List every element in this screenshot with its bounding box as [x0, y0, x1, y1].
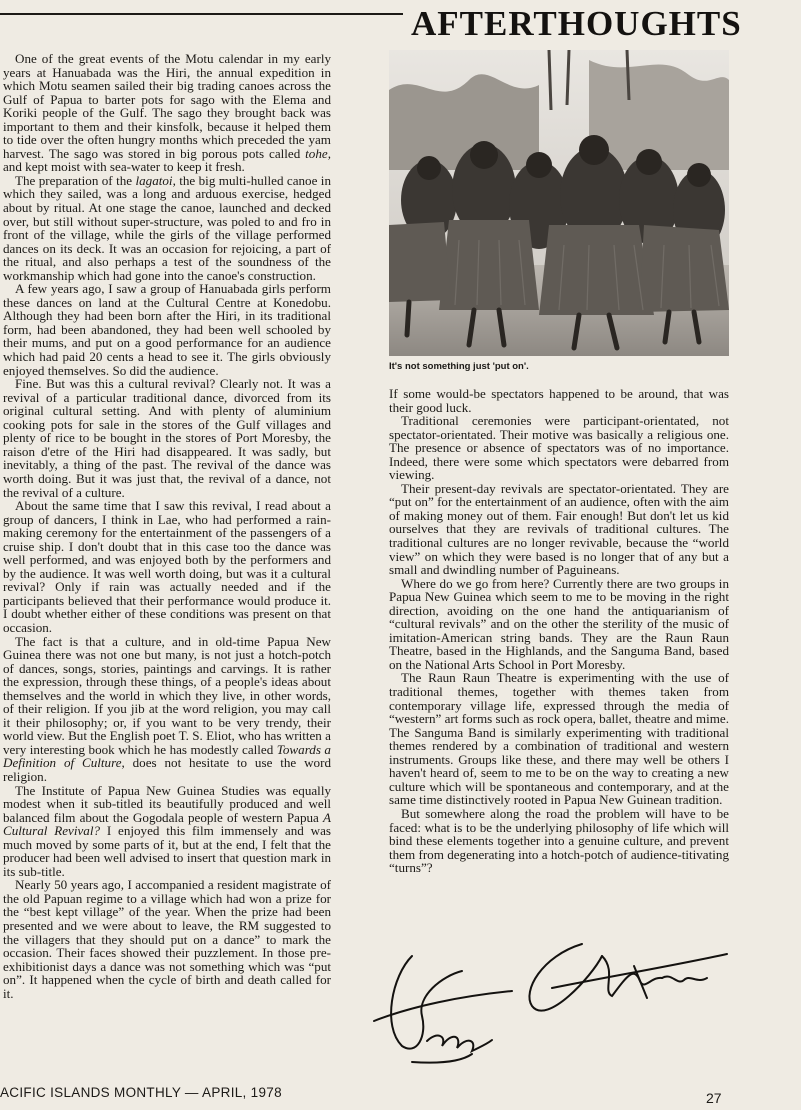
page-number: 27 — [706, 1090, 722, 1106]
paragraph: Their present-day revivals are spectator-orientated. They are “put on” for the entertainment of an audience, often with the aim of making money out of them. Fair enough! But don't let us kid ourselves that they are revivals of traditional cultures. The traditional cultures are no longer revivable, because the “world view” on which they were based is no longer that of any but a small and dwindling number of Paguineans. — [389, 480, 729, 578]
author-signature — [372, 936, 732, 1066]
right-column — [389, 387, 729, 875]
paragraph: The Institute of Papua New Guinea Studies was equally modest when it sub-titled its beautifully produced and well balanced film about the Gogodala people of western Papua A Cultural Revival? I enjoyed this film immensely and was much moved by some parts of it, but at the end, I felt that the producer had been well advised to insert that question mark in its sub-title. — [3, 782, 331, 879]
title-rule — [0, 13, 403, 15]
paragraph: The Raun Raun Theatre is experimenting with the use of traditional themes, together with themes taken from contemporary village life, expressed through the media of “western” art forms such as rock opera, ballet, theatre and mime. The Sanguma Band is similarly experimenting with traditional themes rendered by a combination of traditional and western instruments. Groups like these, and there may well be others I haven't heard of, seem to me to be on the way to creating a new culture which will be spontaneous and contemporary, and at the same time distinctively rooted in Papua New Guinean tradition. — [389, 670, 729, 808]
paragraph: Nearly 50 years ago, I accompanied a resident magistrate of the old Papuan regime to a village which had won a prize for the “best kept village” of the year. When the prize had been presented and we were about to leave, the RM suggested to the villagers that they should put on a dance” to mark the occasion. Their faces showed their puzzlement. In those pre-exhibitionist days a dance was not something which was “put on”. It happened when the cycle of birth and death called for it. — [3, 877, 331, 1001]
dancers-photo — [389, 50, 729, 356]
paragraph: The fact is that a culture, and in old-time Papua New Guinea there was not one but many, is not just a hotch-potch of dances, songs, stories, paintings and carvings. It is rather the expression, through these things, of a people's ideas about themselves and the world in which they live, in other words, of their religion. If you jib at the word religion, you may call it their philosophy; or, if you want to be very trendy, their world view. But the English poet T. S. Eliot, who has written a very interesting book which he has modestly called Towards a Definition of Culture, does not hesitate to use the word religion. — [3, 633, 331, 784]
paragraph: A few years ago, I saw a group of Hanuabada girls perform these dances on land at the Cultural Centre at Konedobu. Although they had been born after the Hiri, in its traditional form, had been abandoned, they had been well schooled by their mums, and put on a good performance for an audience which had paid 20 cents a head to see it. The girls obviously enjoyed themselves. So did the audience. — [3, 281, 331, 378]
section-title: AFTERTHOUGHTS — [411, 4, 742, 43]
publication-footer: ACIFIC ISLANDS MONTHLY — APRIL, 1978 — [0, 1085, 282, 1100]
paragraph: About the same time that I saw this revival, I read about a group of dancers, I think in Lae, who had performed a rain-making ceremony for the entertainment of the passengers of a cruise ship. I don't doubt that in this case too the dance was well performed, and was enjoyed both by the performers and by the audience. It was well worth doing, but was it a cultural revival? Only if rain was actually needed and if the participants believed that their performance would produce it. I doubt whether either of these conditions was present on that occasion. — [3, 498, 331, 635]
photo-caption: It's not something just 'put on'. — [389, 361, 529, 372]
paragraph: One of the great events of the Motu calendar in my early years at Hanuabada was the Hiri, the annual expedition in which Motu seamen sailed their big trading canoes across the Gulf of Papua to barter pots for sago with the Elema and Koriki people of the Gulf. The sago they brought back was important to them and their kinsfolk, because it helped them to tide over the often hungry months which preceded the yam harvest. The sago was stored in big porous pots called tohe, and kept moist with sea-water to keep it fresh. — [3, 51, 331, 175]
left-column — [3, 52, 331, 1000]
paragraph: If some would-be spectators happened to be around, that was their good luck. — [389, 386, 729, 415]
paragraph: Fine. But was this a cultural revival? Clearly not. It was a revival of a particular traditional dance, divorced from its original cultural setting. And with plenty of aluminium cooking pots for sale in the stores of the Gulf villages and plenty of rice to be bought in the stores of Port Moresby, the raison d'etre of the Hiri had disappeared. It was sadly, but inevitably, a thing of the past. The revival of the dance was worth doing. But it was just that, the revival of a dance, not the revival of a culture. — [3, 376, 331, 500]
paragraph: Where do we go from here? Currently there are two groups in Papua New Guinea which seem to me to be moving in the right direction, avoiding on the one hand the antiquarianism of “cultural revivals” and on the other the sterility of the music of imitation-American string bands. They are the Raun Raun Theatre, based in the Highlands, and the Sanguma Band, based on the National Arts School in Port Moresby. — [389, 575, 729, 672]
paragraph: The preparation of the lagatoi, the big multi-hulled canoe in which they sailed, was a long and arduous exercise, hedged about by ritual. At one stage the canoe, launched and decked over, but still without super-structure, was poled to and fro in front of the village, while the girls of the village performed dances on its deck. It was an occasion for rejoicing, a part of the ritual, and also perhaps a test of the soundness of the workmanship which had gone into the canoe's construction. — [3, 172, 331, 283]
paragraph: Traditional ceremonies were participant-orientated, not spectator-orientated. Their motive was basically a religious one. The presence or absence of spectators was of no importance. Indeed, there were some which spectators were debarred from viewing. — [389, 413, 729, 483]
paragraph: But somewhere along the road the problem will have to be faced: what is to be the underlying philosophy of life which will bind these elements together into a genuine culture, and prevent them from degenerating into a hotch-potch of audience-titivating “turns”? — [389, 805, 729, 876]
